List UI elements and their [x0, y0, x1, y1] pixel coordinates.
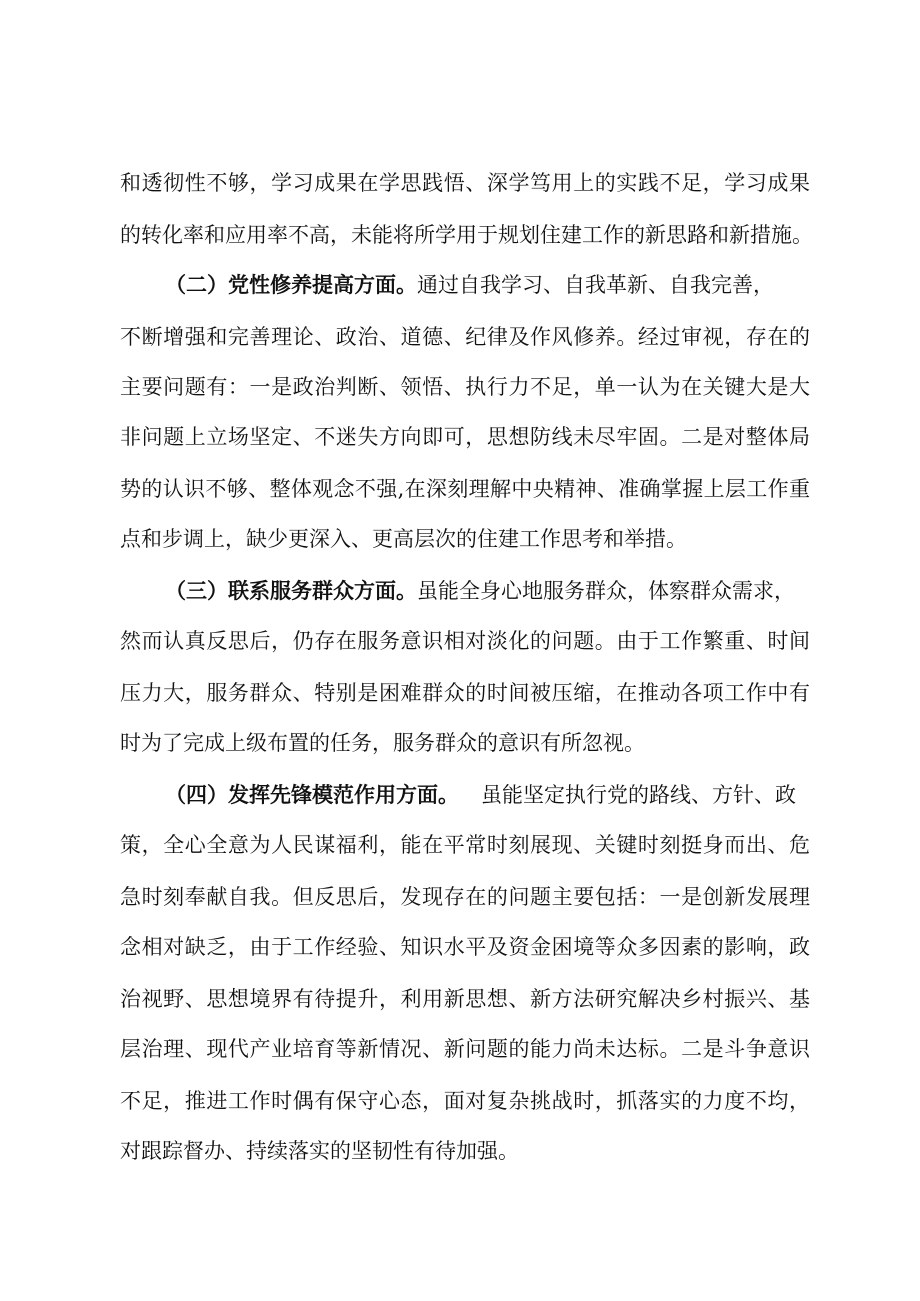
text-line: [0, 372, 920, 402]
paragraph-text: 虽能坚定执行党的路线、方针、政: [481, 783, 796, 807]
text-line: [0, 322, 920, 352]
paragraph-first-line: [0, 780, 920, 810]
paragraph-first-line: [0, 270, 920, 300]
paragraph-first-line: [0, 576, 920, 606]
paragraph-text: 不断增强和完善理论、政治、道德、纪律及作风修养。经过审视，存在的: [120, 325, 810, 349]
section-heading-serve-masses: （三）联系服务群众方面。: [165, 578, 417, 603]
paragraph-text: 主要问题有：一是政治判断、领悟、执行力不足，单一认为在关键大是大: [120, 375, 810, 399]
text-line: [0, 422, 920, 452]
paragraph-text: 念相对缺乏，由于工作经验、知识水平及资金困境等众多因素的影响，政: [120, 935, 810, 959]
paragraph-text: 治视野、思想境界有待提升，利用新思想、新方法研究解决乡村振兴、基: [120, 987, 810, 1011]
paragraph-text: 对跟踪督办、持续落实的坚韧性有待加强。: [120, 1139, 519, 1163]
text-line: [0, 984, 920, 1014]
text-line: [0, 1086, 920, 1116]
paragraph-text: 非问题上立场坚定、不迷失方向即可，思想防线未尽牢固。二是对整体局: [120, 425, 810, 449]
text-line: [0, 830, 920, 860]
text-line: [0, 728, 920, 758]
paragraph-text: 然而认真反思后，仍存在服务意识相对淡化的问题。由于工作繁重、时间: [120, 629, 810, 653]
section-heading-vanguard-role: （四）发挥先锋模范作用方面。: [165, 782, 459, 807]
text-line: [0, 220, 920, 250]
text-line: [0, 932, 920, 962]
paragraph-text: 势的认识不够、整体观念不强,在深刻理解中央精神、准确掌握上层工作重: [120, 477, 810, 501]
text-line: [0, 678, 920, 708]
text-line: [0, 626, 920, 656]
paragraph-text: 急时刻奉献自我。但反思后，发现存在的问题主要包括：一是创新发展理: [120, 885, 810, 909]
paragraph-text: 点和步调上，缺少更深入、更高层次的住建工作思考和举措。: [120, 527, 687, 551]
paragraph-text: 时为了完成上级布置的任务，服务群众的意识有所忽视。: [120, 731, 645, 755]
section-heading-party-cultivation: （二）党性修养提高方面。: [165, 272, 417, 297]
text-line: [0, 1136, 920, 1166]
paragraph-text: 虽能全身心地服务群众，体察群众需求，: [417, 579, 795, 603]
text-line: [0, 474, 920, 504]
text-line: [0, 1034, 920, 1064]
paragraph-text: 不足，推进工作时偶有保守心态，面对复杂挑战时，抓落实的力度不均，: [120, 1089, 810, 1113]
paragraph-text: 策，全心全意为人民谋福利，能在平常时刻展现、关键时刻挺身而出、危: [120, 833, 810, 857]
text-line: [0, 168, 920, 198]
paragraph-text: 的转化率和应用率不高，未能将所学用于规划住建工作的新思路和新措施。: [120, 223, 813, 247]
text-line: [0, 882, 920, 912]
text-line: [0, 524, 920, 554]
paragraph-text: 层治理、现代产业培育等新情况、新问题的能力尚未达标。二是斗争意识: [120, 1037, 810, 1061]
paragraph-text: 压力大，服务群众、特别是困难群众的时间被压缩，在推动各项工作中有: [120, 681, 810, 705]
paragraph-text: 通过自我学习、自我革新、自我完善，: [417, 273, 774, 297]
paragraph-text: 和透彻性不够，学习成果在学思践悟、深学笃用上的实践不足，学习成果: [120, 171, 810, 195]
